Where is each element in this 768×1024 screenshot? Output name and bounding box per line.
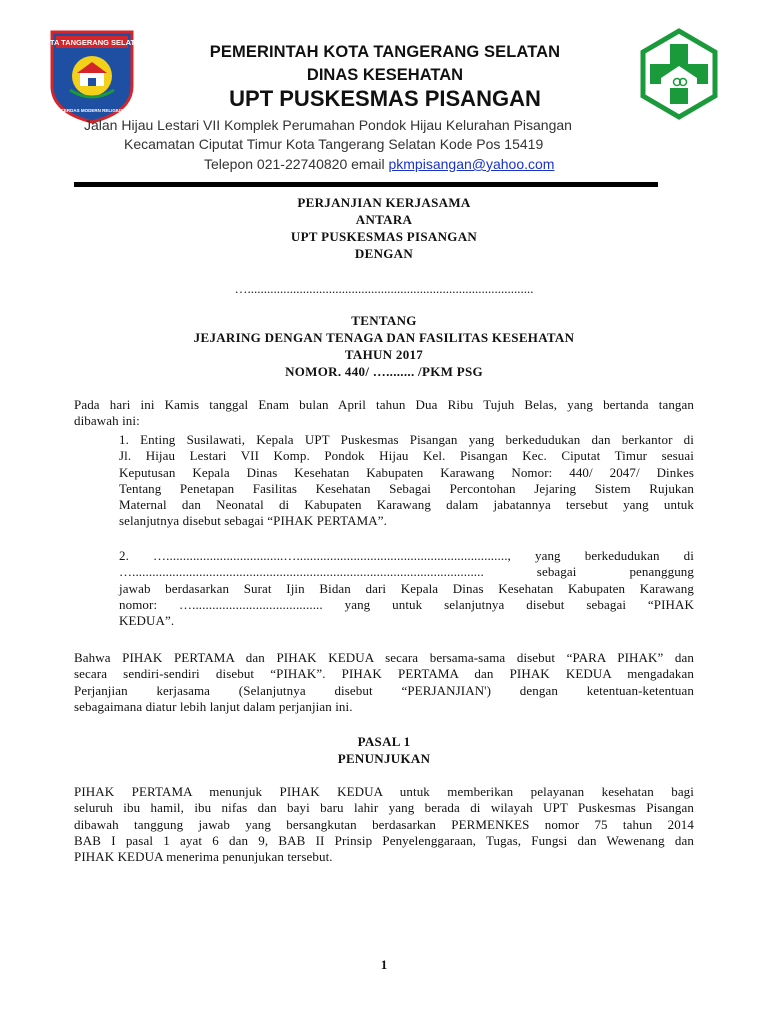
article-1-body	[74, 784, 694, 865]
article-1-title: PENUNJUKAN	[337, 751, 431, 766]
parties-paragraph	[74, 650, 694, 715]
title-line-5: TENTANG	[351, 313, 417, 328]
intro-paragraph	[74, 397, 694, 430]
party-1-line: Tentang Penetapan Fasilitas Kesehatan Sebagai Percontohan Jejaring Sistem Rujukan	[119, 480, 694, 496]
article-1-line: PIHAK KEDUA menerima penunjukan tersebut.	[74, 849, 333, 865]
party-1-line: selanjutnya disebut sebagai “PIHAK PERTAMA”.	[119, 513, 387, 529]
intro-line: Pada hari ini Kamis tanggal Enam bulan April tahun Dua Ribu Tujuh Belas, yang bertanda tangan	[74, 397, 694, 412]
title-blank-party: …........................................................................................	[234, 281, 534, 296]
letterhead-address-1: Jalan Hijau Lestari VII Komplek Perumahan Pondok Hijau Kelurahan Pisangan	[84, 117, 572, 133]
letterhead-divider	[74, 182, 658, 187]
letterhead-unit: UPT PUSKESMAS PISANGAN	[229, 86, 541, 111]
intro-line: dibawah ini:	[74, 413, 140, 429]
article-1-line: dibawah tanggung jawab yang bersangkutan berdasarkan PERMENKES nomor 75 tahun 2014	[74, 816, 694, 832]
title-line-7: TAHUN 2017	[344, 347, 424, 362]
article-1-line: seluruh ibu hamil, ibu nifas dan bayi baru lahir yang berada di wilayah UPT Puskesmas Pisangan	[74, 800, 694, 816]
logo-left-motto: CERDAS MODERN RELIGIUS	[60, 108, 124, 113]
party-1-line: Maternal dan Neonatal di Kabupaten Karawang dalam jabatannya tersebut yang untuk	[119, 497, 694, 513]
parties-line: sebagaimana diatur lebih lanjut dalam perjanjian ini.	[74, 698, 353, 714]
title-line-2: ANTARA	[355, 212, 413, 227]
article-1-line: BAB I pasal 1 ayat 6 dan 9, BAB II Prinsip Penyelenggaraan, Tugas, Fungsi dan Wewenang dan	[74, 832, 694, 848]
parties-line: secara sendiri-sendiri disebut “PIHAK”. PIHAK PERTAMA dan PIHAK KEDUA mengadakan	[74, 666, 694, 682]
letterhead-contact	[204, 156, 554, 172]
parties-line: Perjanjian kerjasama (Selanjutnya disebut “PERJANJIAN') dengan ketentuan-ketentuan	[74, 682, 694, 698]
letterhead-agency: DINAS KESEHATAN	[306, 66, 464, 84]
party-1-line: Keputusan Kepala Dinas Kesehatan Kabupaten Karawang Nomor: 440/ 2047/ Dinkes	[119, 464, 694, 480]
phone-text: Telepon 021-22740820 email	[204, 156, 389, 172]
tangsel-emblem-logo	[38, 28, 146, 124]
party-2-line: KEDUA”.	[119, 613, 175, 629]
page-number: 1	[380, 957, 388, 972]
title-line-6: JEJARING DENGAN TENAGA DAN FASILITAS KESEHATAN	[193, 330, 575, 345]
title-line-4: DENGAN	[354, 246, 414, 261]
party-2-line: jawab berdasarkan Surat Ijin Bidan dari Kepala Dinas Kesehatan Kabupaten Karawang	[119, 580, 694, 596]
party-2-line: nomor: …....................................... yang untuk selanjutnya disebut sebagai “PIHAK	[119, 596, 694, 612]
article-1-number: PASAL 1	[357, 734, 411, 749]
title-line-3: UPT PUSKESMAS PISANGAN	[290, 229, 478, 244]
party-2-line: …......................................................................................................... sebagai penanggung	[119, 564, 694, 580]
title-number: NOMOR. 440/ …........ /PKM PSG	[285, 364, 483, 379]
party-2-line: 2. …...................................…..............................................................., yang berkedudukan di	[119, 548, 694, 563]
parties-line: Bahwa PIHAK PERTAMA dan PIHAK KEDUA secara bersama-sama disebut “PARA PIHAK” dan	[74, 650, 694, 665]
party-2-paragraph	[119, 548, 694, 629]
party-1-paragraph	[119, 432, 694, 530]
party-1-line: 1. Enting Susilawati, Kepala UPT Puskesmas Pisangan yang berkedudukan dan berkantor di	[119, 432, 694, 447]
letterhead-government: PEMERINTAH KOTA TANGERANG SELATAN	[209, 43, 561, 61]
article-1-line: PIHAK PERTAMA menunjuk PIHAK KEDUA untuk memberikan pelayanan kesehatan bagi	[74, 784, 694, 799]
party-1-line: Jl. Hijau Lestari VII Komp. Pondok Hijau Kel. Pisangan Kec. Ciputat Timur sesuai	[119, 448, 694, 464]
puskesmas-cross-logo	[633, 28, 725, 120]
email-link[interactable]: pkmpisangan@yahoo.com	[388, 156, 555, 172]
logo-left-text: KOTA TANGERANG SELATAN	[38, 38, 146, 47]
title-line-1: PERJANJIAN KERJASAMA	[297, 195, 471, 210]
letterhead-address-2: Kecamatan Ciputat Timur Kota Tangerang Selatan Kode Pos 15419	[124, 136, 544, 152]
